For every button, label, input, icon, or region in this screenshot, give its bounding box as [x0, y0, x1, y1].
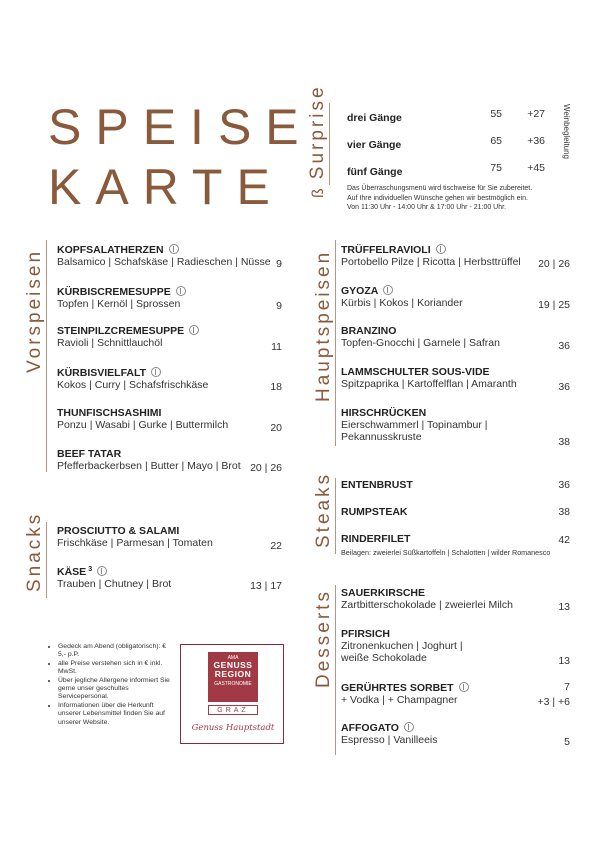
list-item: drei Gänge — [347, 112, 402, 124]
price: 38 — [558, 436, 570, 448]
snacks-label: Snacks — [24, 511, 45, 592]
leaf-icon — [169, 244, 179, 254]
price: 20 — [270, 422, 282, 434]
list-item: RUMPSTEAK — [341, 506, 408, 518]
wine-price: +27 — [527, 108, 545, 120]
price: 36 — [558, 340, 570, 352]
leaf-icon — [189, 325, 199, 335]
wine-pairing-label: Weinbegleitung — [562, 104, 571, 160]
price: 5 — [564, 736, 570, 748]
leaf-icon — [176, 286, 186, 296]
list-item: KÜRBISCREMESUPPE Topfen | Kernöl | Sprossen — [57, 285, 186, 310]
list-item: PFIRSICH Zitronenkuchen | Joghurt | weiße Schokolade — [341, 628, 463, 664]
list-item: BRANZINO Topfen-Gnocchi | Garnele | Safran — [341, 325, 500, 349]
price: 42 — [558, 534, 570, 546]
list-item: RINDERFILET — [341, 533, 411, 545]
price: 55 — [490, 108, 502, 120]
list-item: ENTENBRUST — [341, 479, 413, 491]
list-item: fünf Gänge — [347, 166, 403, 178]
list-item: GERÜHRTES SORBET + Vodka | + Champagner — [341, 681, 469, 706]
wine-price: +36 — [527, 135, 545, 147]
desserts-label: Desserts — [313, 589, 334, 688]
footnotes: • Gedeck am Abend (obligatorisch): € 5,- p.P. • alle Preise verstehen sich in € inkl. MwSt. • Über jegliche Allergene informiert Sie gerne unser geschultes Servicepersonal. • Informationen über die Herkunft unserer Lebensmittel finden Sie auf unserer Website. — [48, 643, 173, 727]
price: 20 | 26 — [250, 462, 282, 474]
list-item: LAMMSCHULTER SOUS-VIDE Spitzpaprika | Kartoffelflan | Amaranth — [341, 366, 517, 390]
wine-price: +45 — [527, 162, 545, 174]
leaf-icon — [404, 722, 414, 732]
price: +3 | +6 — [537, 696, 570, 708]
price: 11 — [271, 341, 282, 353]
price: 7 — [564, 681, 570, 693]
price: 9 — [276, 300, 282, 312]
steak-sides-note: Beilagen: zweierlei Süßkartoffeln | Schalotten | wilder Romanesco — [341, 548, 551, 557]
list-item: THUNFISCHSASHIMI Ponzu | Wasabi | Gurke | Buttermilch — [57, 407, 229, 431]
leaf-icon — [436, 244, 446, 254]
price: 22 — [270, 540, 282, 552]
list-item: HIRSCHRÜCKEN Eierschwammerl | Topinambur | Pekannusskruste — [341, 407, 488, 443]
price: 36 — [558, 381, 570, 393]
list-item: GYOZA Kürbis | Kokos | Koriander — [341, 285, 463, 309]
price: 13 — [558, 655, 570, 667]
price: 75 — [490, 162, 502, 174]
surprise-note: Das Überraschungsmenü wird tischweise für Sie zubereitet. Auf Ihre individuellen Wünsche gehen wir bestmöglich ein. Von 11:30 Uhr - 14:00 Uhr & 17:00 Uhr - 21:00 Uhr. — [347, 185, 533, 211]
list-item: KÜRBISVIELFALT Kokos | Curry | Schafsfrischkäse — [57, 367, 209, 391]
list-item: KÄSE $^3$ Trauben | Chutney | Brot — [57, 565, 172, 590]
price: 65 — [490, 135, 502, 147]
price: 13 | 17 — [250, 580, 282, 592]
price: 20 | 26 — [538, 258, 570, 270]
list-item: PROSCIUTTO & SALAMI Frischkäse | Parmesan | Tomaten — [57, 525, 213, 549]
list-item: SAUERKIRSCHE Zartbitterschokolade | zweierlei Milch — [341, 587, 513, 611]
list-item: STEINPILZCREMESUPPE Ravioli | Schnittlauchöl — [57, 324, 199, 349]
hauptspeisen-label: Hauptspeisen — [313, 249, 334, 402]
leaf-icon — [459, 682, 469, 692]
steaks-label: Steaks — [313, 471, 334, 548]
genuss-region-logo: AMA GENUSS REGION GASTRONOMIE GRAZ Genuss Hauptstadt — [180, 644, 284, 744]
price: 18 — [270, 381, 282, 393]
price: 38 — [558, 506, 570, 518]
list-item: BEEF TATAR Pfefferbackerbsen | Butter | Mayo | Brot — [57, 448, 241, 472]
leaf-icon — [151, 367, 161, 377]
page-title-line1: SPEISE — [48, 99, 313, 155]
surprise-label: ßSurprise — [307, 84, 328, 198]
list-item: vier Gänge — [347, 139, 402, 151]
list-item: KOPFSALATHERZEN Balsamico | Schafskäse | Radieschen | Nüsse — [57, 244, 271, 268]
vorspeisen-label: Vorspeisen — [24, 248, 45, 373]
list-item: AFFOGATO Espresso | Vanilleeis — [341, 722, 438, 746]
leaf-icon — [97, 566, 107, 576]
price: 13 — [558, 601, 570, 613]
leaf-icon — [383, 285, 393, 295]
price: 9 — [276, 258, 282, 270]
price: 19 | 25 — [538, 299, 570, 311]
page-title-line2: KARTE — [48, 159, 284, 215]
price: 36 — [558, 479, 570, 491]
list-item: TRÜFFELRAVIOLI Portobello Pilze | Ricotta | Herbsttrüffel — [341, 244, 521, 268]
